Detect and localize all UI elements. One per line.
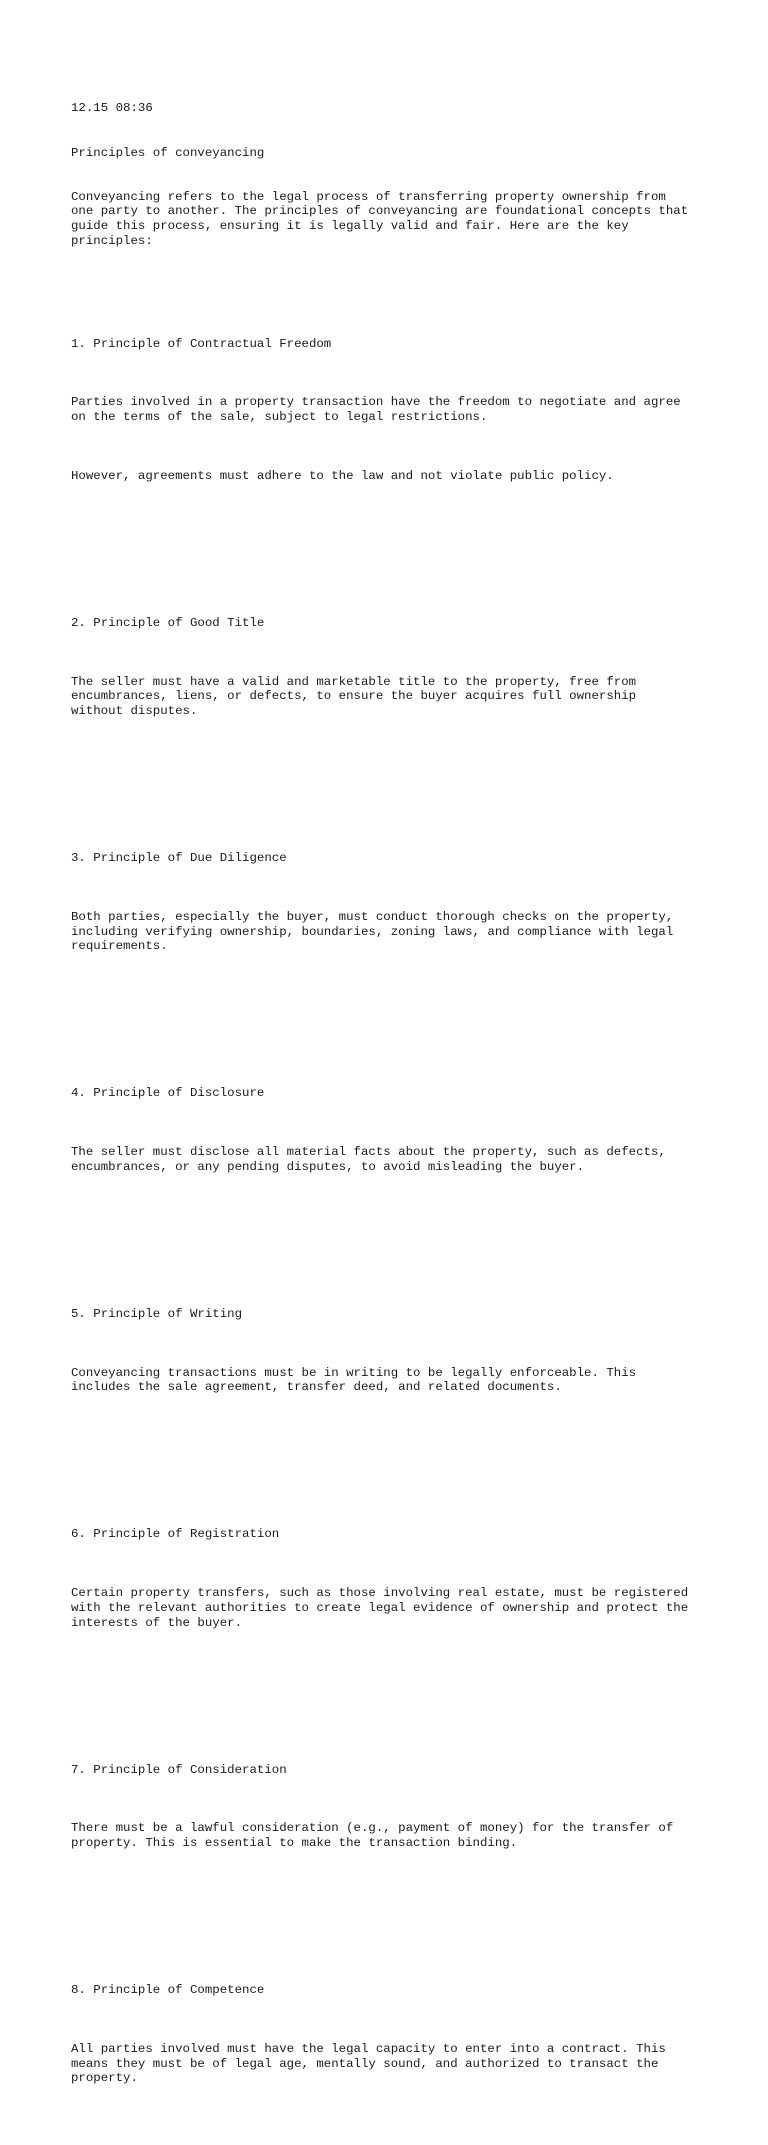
section-paragraph: All parties involved must have the legal capacity to enter into a contract. This means they must be of legal age, mentally sound, and authorized to transact the property. [71, 2041, 666, 2086]
section-7 [71, 1718, 721, 1880]
section-paragraph: Conveyancing transactions must be in writing to be legally enforceable. This includes the sale agreement, transfer deed, and related documents. [71, 1365, 637, 1395]
section-8 [71, 1939, 721, 2115]
section-4 [71, 1042, 721, 1204]
section-paragraph: The seller must have a valid and marketable title to the property, free from encumbrances, liens, or defects, to ensure the buyer acquires full ownership without disputes. [71, 674, 637, 719]
document-page [71, 72, 721, 2145]
section-paragraph: However, agreements must adhere to the law and not violate public policy. [71, 468, 614, 483]
section-paragraph: Both parties, especially the buyer, must conduct thorough checks on the property, including verifying ownership, boundaries, zoning laws, and compliance with legal requirements. [71, 909, 674, 954]
section-heading: 4. Principle of Disclosure [71, 1086, 265, 1101]
section-5 [71, 1263, 721, 1425]
section-paragraph: Parties involved in a property transaction have the freedom to negotiate and agree on the terms of the sale, subject to legal restrictions. [71, 395, 681, 425]
section-heading: 3. Principle of Due Diligence [71, 851, 287, 866]
section-2 [71, 572, 721, 748]
timestamp: 12.15 08:36 [71, 101, 153, 116]
section-paragraph: The seller must disclose all material facts about the property, such as defects, encumbrances, or any pending disputes, to avoid misleading the buyer. [71, 1145, 666, 1174]
document-title: Principles of conveyancing [71, 145, 265, 160]
section-1 [71, 293, 721, 514]
section-heading: 7. Principle of Consideration [71, 1762, 287, 1777]
section-3 [71, 807, 721, 983]
intro-paragraph: Conveyancing refers to the legal process of transferring property ownership from one party to another. The principles of conveyancing are foundational concepts that guide this process, ensuring it is legally valid and fair. Here are the key principles: [71, 189, 689, 248]
section-paragraph: Certain property transfers, such as those involving real estate, must be registered with the relevant authorities to create legal evidence of ownership and protect the interests of the buyer. [71, 1586, 689, 1630]
section-heading: 6. Principle of Registration [71, 1527, 280, 1542]
section-heading: 1. Principle of Contractual Freedom [71, 336, 332, 351]
section-heading: 5. Principle of Writing [71, 1306, 243, 1321]
section-6 [71, 1483, 721, 1659]
section-paragraph: There must be a lawful consideration (e.g., payment of money) for the transfer of property. This is essential to make the transaction binding. [71, 1821, 674, 1851]
section-heading: 8. Principle of Competence [71, 1983, 265, 1998]
section-heading: 2. Principle of Good Title [71, 615, 265, 630]
